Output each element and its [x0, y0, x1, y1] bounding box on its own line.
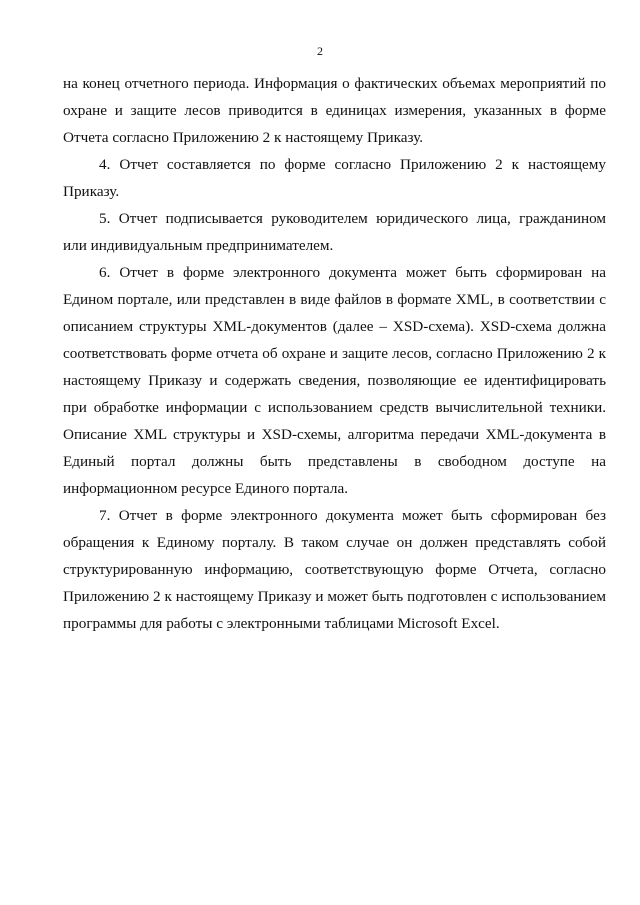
paragraph-item-4: 4. Отчет составляется по форме согласно Приложению 2 к настоящему Приказу. — [63, 156, 606, 200]
document-body — [63, 70, 606, 637]
paragraph-item-7: 7. Отчет в форме электронного документа может быть сформирован без обращения к Единому порталу. В таком случае он должен представлять собой структурированную информацию, соответствующую форме Отчета, согласно Приложению 2 к настоящему Приказу и может быть подготовлен с использованием программы для работы с электронными таблицами Microsoft Excel. — [63, 507, 606, 632]
paragraph-item-5: 5. Отчет подписывается руководителем юридического лица, гражданином или индивидуальным предпринимателем. — [63, 210, 606, 254]
paragraph-item-6: 6. Отчет в форме электронного документа может быть сформирован на Едином портале, или представлен в виде файлов в формате XML, в соответствии с описанием структуры XML-документов (далее – XSD-схема). XSD-схема должна соответствовать форме отчета об охране и защите лесов, согласно Приложению 2 к настоящему Приказу и содержать сведения, позволяющие ее идентифицировать при обработке информации с использованием средств вычислительной техники. Описание XML структуры и XSD-схемы, алгоритма передачи XML-документа в Единый портал должны быть представлены в свободном доступе на информационном ресурсе Единого портала. — [63, 264, 606, 497]
page-number: 2 — [317, 44, 323, 58]
paragraph-continuation: на конец отчетного периода. Информация о фактических объемах мероприятий по охране и защите лесов приводится в единицах измерения, указанных в форме Отчета согласно Приложению 2 к настоящему Приказу. — [63, 75, 606, 146]
